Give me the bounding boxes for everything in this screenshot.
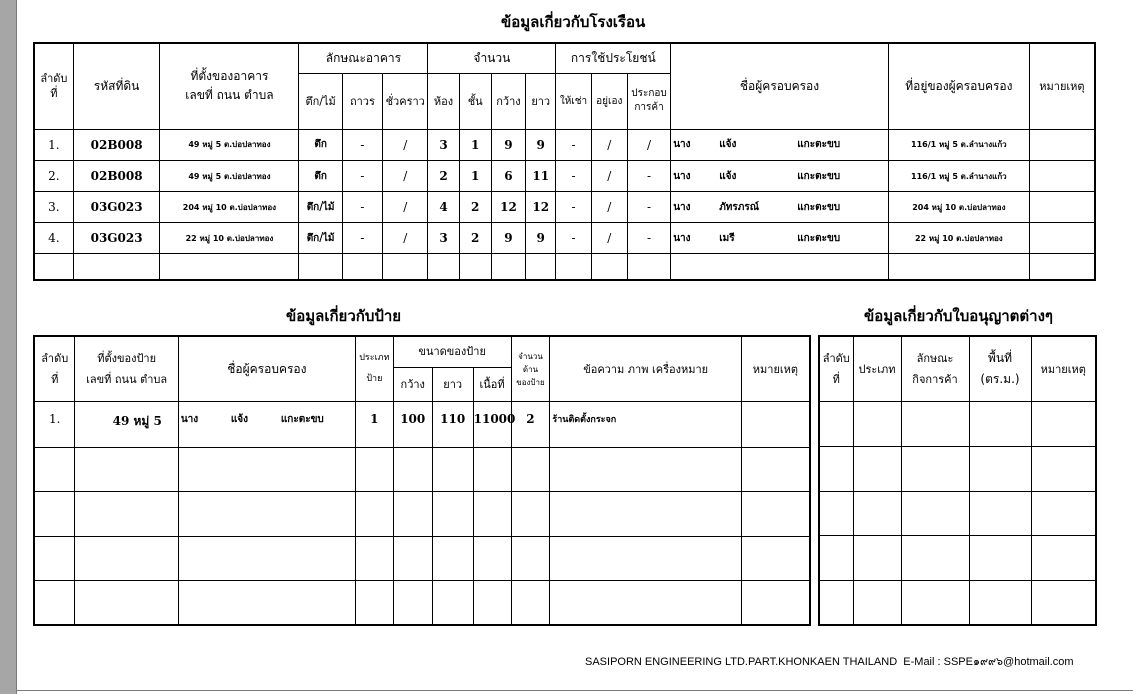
row-owner-address: 204 หมู่ 10 ต.บ่อปลาทอง	[888, 192, 1029, 223]
row-owner-address: 116/1 หมู่ 5 ต.ลำนางแก้ว	[888, 160, 1029, 191]
header-rooms: ห้อง	[428, 73, 459, 129]
row-permanent: -	[342, 129, 382, 160]
owner-title: นาง	[673, 232, 691, 244]
row-rooms: 3	[428, 129, 459, 160]
table-row-empty	[819, 580, 1096, 625]
row-commerce: -	[627, 223, 670, 254]
table-row-empty	[34, 254, 1095, 280]
row-material: ตึก	[299, 160, 342, 191]
owner-first-name: แจ้ง	[719, 139, 737, 151]
sign-row-width: 100	[393, 402, 432, 447]
sign-header-message: ข้อความ ภาพ เครื่องหมาย	[550, 336, 741, 402]
row-rooms: 3	[428, 223, 459, 254]
row-floors: 1	[459, 160, 491, 191]
row-material: ตึก/ไม้	[299, 223, 342, 254]
table-row-empty	[34, 536, 810, 580]
row-permanent: -	[342, 223, 382, 254]
row-location: 49 หมู่ 5 ต.บ่อปลาทอง	[160, 129, 299, 160]
row-remark	[1029, 129, 1095, 160]
sign-header-length: ยาว	[432, 367, 473, 401]
sign-header-location: ที่ตั้งของป้าย เลขที่ ถนน ตำบล	[75, 336, 178, 402]
row-temporary: /	[383, 129, 428, 160]
owner-last-name: แกะตะขบ	[797, 170, 841, 182]
row-seq: 2.	[34, 160, 73, 191]
license-header-area: พื้นที่ (ตร.ม.)	[969, 336, 1031, 402]
row-location: 204 หมู่ 10 ต.บ่อปลาทอง	[160, 192, 299, 223]
license-section-title: ข้อมูลเกี่ยวกับใบอนุญาตต่างๆ	[864, 307, 1053, 325]
row-self-use: /	[591, 129, 627, 160]
sign-section-title: ข้อมูลเกี่ยวกับป้าย	[286, 307, 402, 325]
bottom-border	[16, 690, 1133, 691]
row-length: 9	[526, 223, 556, 254]
table-row-empty	[819, 447, 1096, 492]
row-rent: -	[556, 160, 591, 191]
header-owner: ชื่อผู้ครอบครอง	[671, 43, 889, 129]
owner-title: นาง	[673, 139, 691, 151]
row-length: 11	[526, 160, 556, 191]
header-remark: หมายเหตุ	[1029, 43, 1095, 129]
row-rooms: 2	[428, 160, 459, 191]
owner-title: นาง	[673, 170, 691, 182]
row-temporary: /	[383, 192, 428, 223]
row-seq: 4.	[34, 223, 73, 254]
row-material: ตึก/ไม้	[299, 192, 342, 223]
table-row	[34, 160, 1095, 191]
row-length: 12	[526, 192, 556, 223]
sign-row-message: ร้านติดตั้งกระจก	[550, 402, 741, 447]
row-self-use: /	[591, 160, 627, 191]
license-header-type: ประเภท	[853, 336, 901, 402]
license-header-business: ลักษณะ กิจการค้า	[901, 336, 969, 402]
owner-first-name: แจ้ง	[719, 170, 737, 182]
header-temporary: ชั่วคราว	[383, 73, 428, 129]
sign-header-seq: ลำดับ ที่	[34, 336, 75, 402]
row-land-code: 02B008	[73, 129, 160, 160]
header-owner-address: ที่อยู่ของผู้ครอบครอง	[888, 43, 1029, 129]
owner-first-name: เมรี	[719, 232, 735, 244]
row-material: ตึก	[299, 129, 342, 160]
row-seq: 3.	[34, 192, 73, 223]
row-rooms: 4	[428, 192, 459, 223]
header-building-location: ที่ตั้งของอาคาร เลขที่ ถนน ตำบล	[160, 43, 299, 129]
header-commerce: ประกอบการค้า	[627, 73, 670, 129]
sign-header-owner: ชื่อผู้ครอบครอง	[178, 336, 355, 402]
row-permanent: -	[342, 192, 382, 223]
table-row-empty	[34, 447, 810, 491]
footer-company: SASIPORN ENGINEERING LTD.PART.KHONKAEN THAILAND	[585, 656, 898, 668]
sign-header-size-group: ขนาดของป้าย	[393, 336, 511, 367]
sign-row-length: 110	[432, 402, 473, 447]
row-rent: -	[556, 223, 591, 254]
row-remark	[1029, 192, 1095, 223]
header-self-use: อยู่เอง	[591, 73, 627, 129]
sign-row-sides: 2	[511, 402, 550, 447]
table-row-empty	[819, 536, 1096, 581]
header-material: ตึก/ไม้	[299, 73, 342, 129]
row-owner-address: 116/1 หมู่ 5 ต.ลำนางแก้ว	[888, 129, 1029, 160]
owner-title: นาง	[180, 414, 199, 426]
row-commerce: -	[627, 160, 670, 191]
header-land-code: รหัสที่ดิน	[73, 43, 160, 129]
row-land-code: 02B008	[73, 160, 160, 191]
owner-last-name: แกะตะขบ	[797, 232, 841, 244]
owner-first-name: ภัทรภรณ์	[719, 201, 759, 213]
table-row	[34, 223, 1095, 254]
left-gray-margin	[0, 0, 16, 694]
row-width: 9	[491, 223, 525, 254]
sign-header-sides: จำนวน ด้าน ของป้าย	[511, 336, 550, 402]
row-permanent: -	[342, 160, 382, 191]
license-header-remark: หมายเหตุ	[1031, 336, 1096, 402]
row-temporary: /	[383, 223, 428, 254]
row-temporary: /	[383, 160, 428, 191]
left-margin-line	[16, 0, 17, 694]
table-row	[34, 129, 1095, 160]
row-rent: -	[556, 129, 591, 160]
table-row-empty	[819, 402, 1096, 447]
sign-header-area: เนื้อที่	[473, 367, 511, 401]
row-owner	[671, 192, 889, 223]
table-row	[34, 402, 810, 447]
row-commerce: -	[627, 192, 670, 223]
row-owner	[671, 129, 889, 160]
header-floors: ชั้น	[459, 73, 491, 129]
row-floors: 2	[459, 192, 491, 223]
row-width: 6	[491, 160, 525, 191]
row-floors: 2	[459, 223, 491, 254]
table-row	[34, 192, 1095, 223]
row-land-code: 03G023	[73, 223, 160, 254]
footer-email: E-Mail : SSPE๑๙๙๖@hotmail.com	[903, 656, 1074, 668]
header-rent: ให้เช่า	[556, 73, 591, 129]
row-remark	[1029, 160, 1095, 191]
row-location: 22 หมู่ 10 ต.บ่อปลาทอง	[160, 223, 299, 254]
row-owner-address: 22 หมู่ 10 ต.บ่อปลาทอง	[888, 223, 1029, 254]
license-table	[818, 335, 1097, 626]
row-owner	[671, 160, 889, 191]
row-self-use: /	[591, 192, 627, 223]
owner-last-name: แกะตะขบ	[797, 201, 841, 213]
owner-first-name: แจ้ง	[230, 414, 249, 426]
sign-row-location: 49 หมู่ 5	[75, 402, 178, 447]
row-width: 12	[491, 192, 525, 223]
owner-last-name: แกะตะขบ	[280, 414, 324, 426]
sign-header-type: ประเภท ป้าย	[355, 336, 393, 402]
owner-title: นาง	[673, 201, 691, 213]
sign-row-seq: 1.	[34, 402, 75, 447]
header-seq: ลำดับ ที่	[34, 43, 73, 129]
header-permanent: ถาวร	[342, 73, 382, 129]
footer	[585, 652, 1074, 670]
license-header-seq: ลำดับ ที่	[819, 336, 853, 402]
sign-row-owner	[178, 402, 355, 447]
sign-header-width: กว้าง	[393, 367, 432, 401]
row-self-use: /	[591, 223, 627, 254]
sign-header-remark: หมายเหตุ	[741, 336, 810, 402]
row-floors: 1	[459, 129, 491, 160]
sign-row-remark	[741, 402, 810, 447]
row-rent: -	[556, 192, 591, 223]
table-row-empty	[819, 491, 1096, 536]
row-location: 49 หมู่ 5 ต.บ่อปลาทอง	[160, 160, 299, 191]
header-building-type-group: ลักษณะอาคาร	[299, 43, 428, 73]
row-land-code: 03G023	[73, 192, 160, 223]
row-remark	[1029, 223, 1095, 254]
row-owner	[671, 223, 889, 254]
row-seq: 1.	[34, 129, 73, 160]
header-length: ยาว	[526, 73, 556, 129]
table-row-empty	[34, 492, 810, 536]
sign-row-area: 11000	[473, 402, 511, 447]
sign-table	[33, 335, 811, 626]
building-table	[33, 42, 1096, 281]
row-length: 9	[526, 129, 556, 160]
row-commerce: /	[627, 129, 670, 160]
sign-row-type: 1	[355, 402, 393, 447]
building-section-title: ข้อมูลเกี่ยวกับโรงเรือน	[501, 13, 646, 31]
header-count-group: จำนวน	[428, 43, 556, 73]
header-width: กว้าง	[491, 73, 525, 129]
header-use-group: การใช้ประโยชน์	[556, 43, 671, 73]
table-row-empty	[34, 581, 810, 626]
owner-last-name: แกะตะขบ	[797, 139, 841, 151]
row-width: 9	[491, 129, 525, 160]
